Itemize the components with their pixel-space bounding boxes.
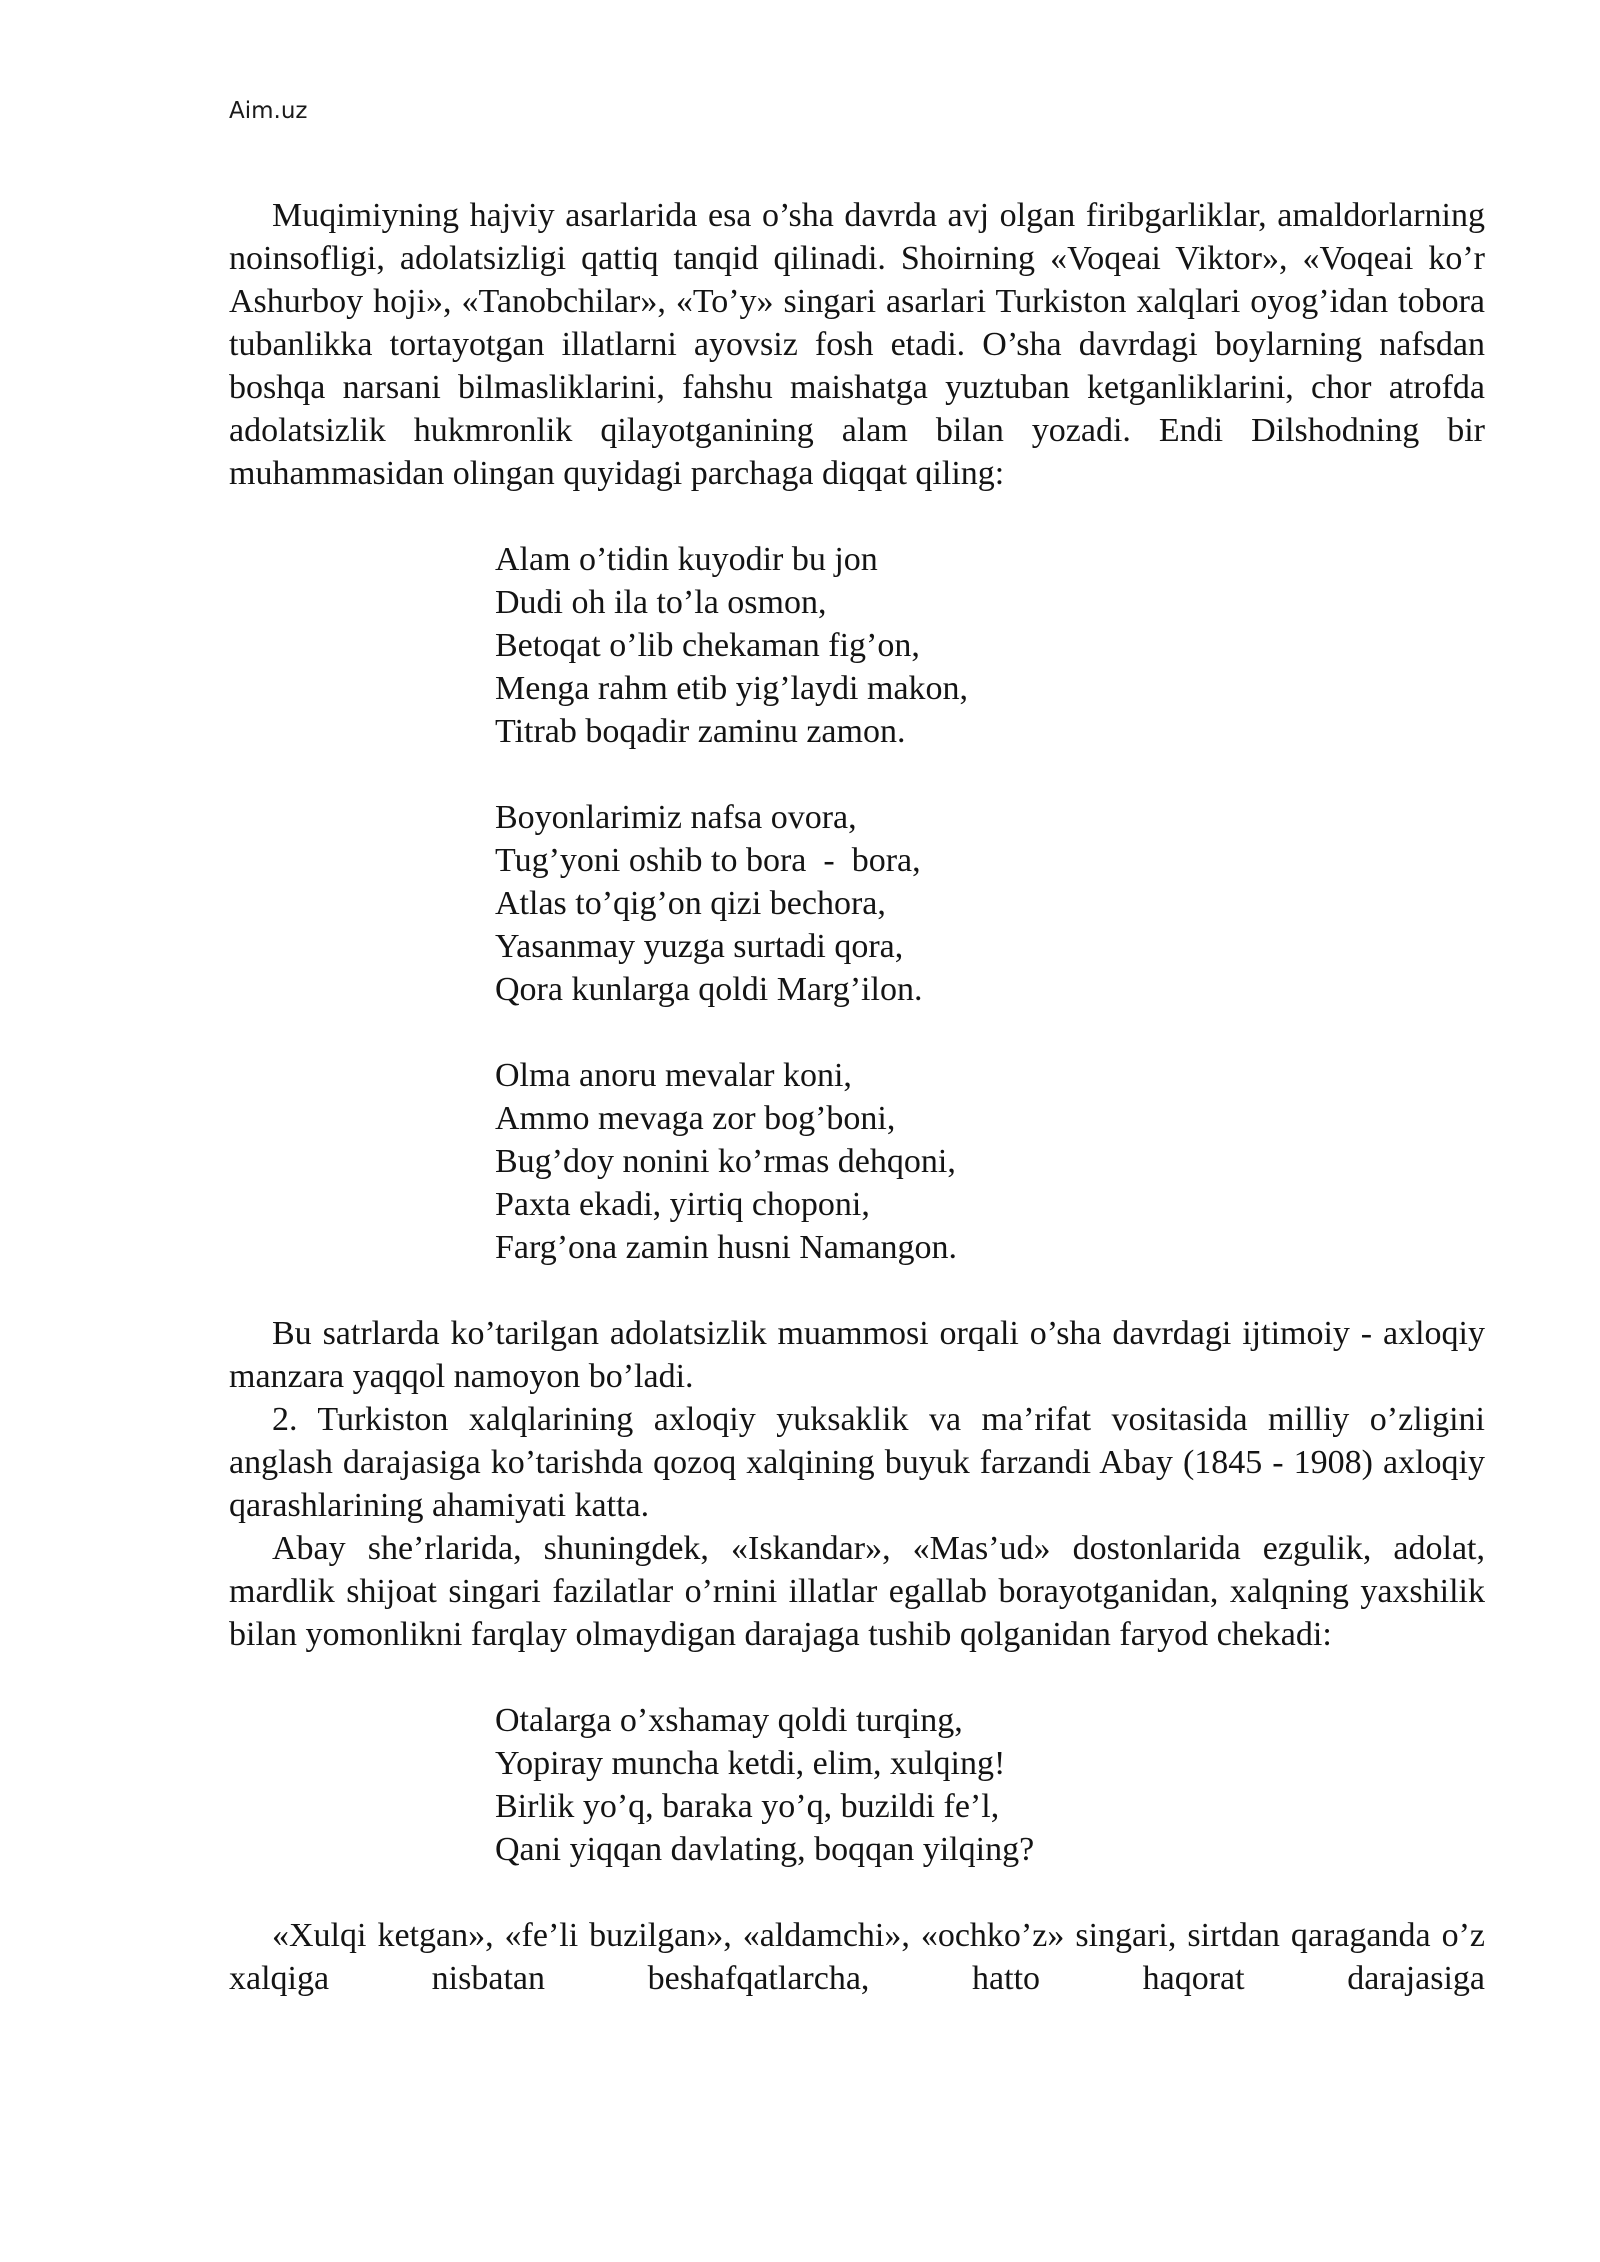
poem-line: Yopiray muncha ketdi, elim, xulqing! xyxy=(495,1745,1006,1782)
poem-stanza xyxy=(495,538,1485,753)
site-header: Aim.uz xyxy=(229,98,308,124)
poem-line: Dudi oh ila to’la osmon, xyxy=(495,584,827,621)
poem-line: Yasanmay yuzga surtadi qora, xyxy=(495,928,904,965)
paragraph: Muqimiyning hajviy asarlarida esa o’sha davrda avj olgan firibgarliklar, amaldorlarning noinsofligi, adolatsizligi qattiq tanqid qilinadi. Shoirning «Voqeai Viktor», «Voqeai ko’r Ashurboy hoji», «Tanobchilar», «To’y» singari asarlari Turkiston xalqlari oyog’idan tobora tubanlikka tortayotgan illatlarni ayovsiz fosh etadi. O’sha davrdagi boylarning nafsdan boshqa narsani bilmasliklarini, fahshu maishatga yuztuban ketganliklarini, chor atrofda adolatsizlik hukmronlik qilayotganining alam bilan yozadi. Endi Dilshodning bir muhammasidan olingan quyidagi parchaga diqqat qiling: xyxy=(229,197,1485,492)
document-body xyxy=(229,194,1485,2000)
poem-stanza xyxy=(495,796,1485,1011)
poem-line: Qora kunlarga qoldi Marg’ilon. xyxy=(495,971,923,1008)
poem-line: Birlik yo’q, baraka yo’q, buzildi fe’l, xyxy=(495,1788,1000,1825)
poem-line: Farg’ona zamin husni Namangon. xyxy=(495,1229,958,1266)
paragraph: 2. Turkiston xalqlarining axloqiy yuksaklik va ma’rifat vositasida milliy o’zligini anglash darajasiga ko’tarishda qozoq xalqining buyuk farzandi Abay (1845 - 1908) axloqiy qarashlarining ahamiyati katta. xyxy=(229,1401,1485,1524)
poem-line: Atlas to’qig’on qizi bechora, xyxy=(495,885,886,922)
poem-line: Qani yiqqan davlating, boqqan yilqing? xyxy=(495,1831,1035,1868)
poem-line: Bug’doy nonini ko’rmas dehqoni, xyxy=(495,1143,956,1180)
poem-stanza xyxy=(495,1054,1485,1269)
poem-stanza xyxy=(495,1699,1485,1871)
poem-line: Olma anoru mevalar koni, xyxy=(495,1057,852,1094)
poem-line: Ammo mevaga zor bog’boni, xyxy=(495,1100,896,1137)
poem-line: Menga rahm etib yig’laydi makon, xyxy=(495,670,969,707)
paragraph: Bu satrlarda ko’tarilgan adolatsizlik muammosi orqali o’sha davrdagi ijtimoiy - axloqiy manzara yaqqol namoyon bo’ladi. xyxy=(229,1315,1485,1395)
poem-line: Alam o’tidin kuyodir bu jon xyxy=(495,541,878,578)
poem-line: Otalarga o’xshamay qoldi turqing, xyxy=(495,1702,963,1739)
poem-line: Titrab boqadir zaminu zamon. xyxy=(495,713,906,750)
poem-line: Tug’yoni oshib to bora - bora, xyxy=(495,842,921,879)
poem-line: Betoqat o’lib chekaman fig’on, xyxy=(495,627,920,664)
paragraph: Abay she’rlarida, shuningdek, «Iskandar», «Mas’ud» dostonlarida ezgulik, adolat, mardlik shijoat singari fazilatlar o’rnini illatlar egallab borayotganidan, xalqning yaxshilik bilan yomonlikni farqlay olmaydigan darajaga tushib qolganidan faryod chekadi: xyxy=(229,1530,1485,1653)
paragraph: «Xulqi ketgan», «fe’li buzilgan», «aldamchi», «ochko’z» singari, sirtdan qaraganda o’z xalqiga nisbatan beshafqatlarcha, hatto haqorat darajasiga xyxy=(229,1917,1485,1997)
poem-line: Paxta ekadi, yirtiq choponi, xyxy=(495,1186,870,1223)
poem-line: Boyonlarimiz nafsa ovora, xyxy=(495,799,857,836)
